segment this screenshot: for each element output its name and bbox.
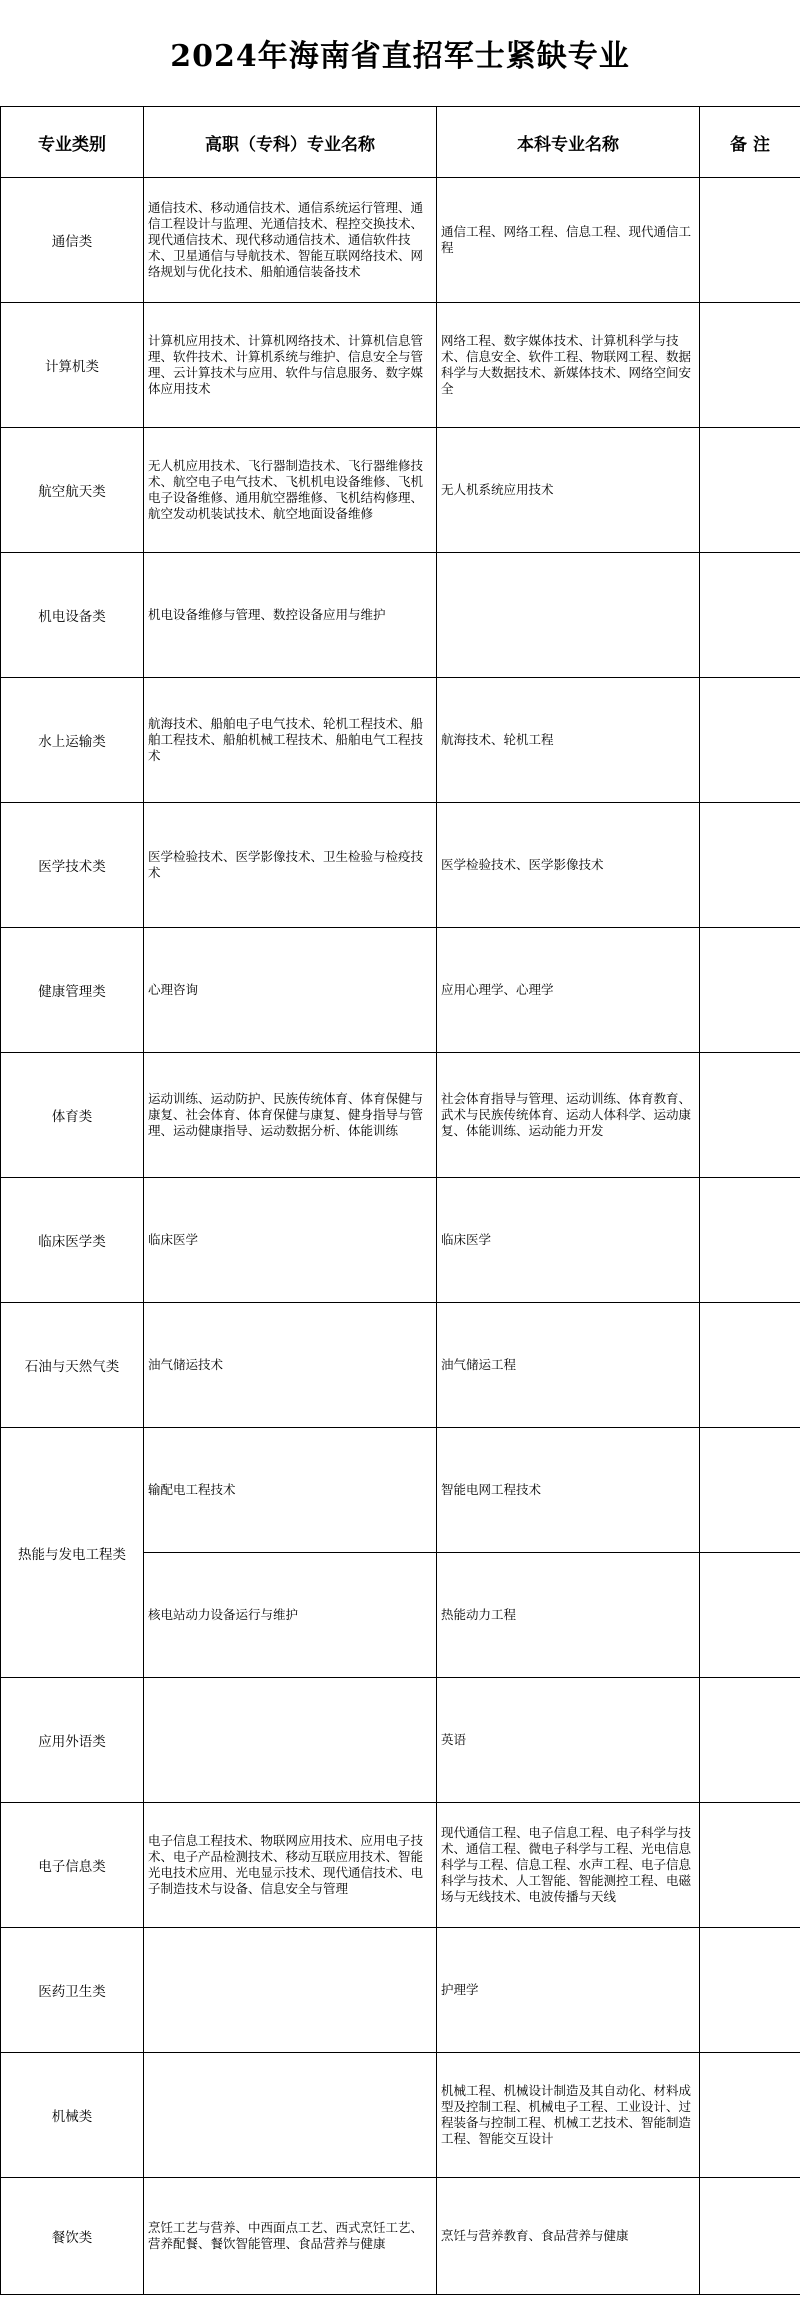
category-cell: 健康管理类 [1, 928, 144, 1053]
undergraduate-cell: 网络工程、数字媒体技术、计算机科学与技术、信息安全、软件工程、物联网工程、数据科学与大数据技术、新媒体技术、网络空间安全 [437, 303, 700, 428]
table-row [1, 428, 800, 553]
table-row [1, 553, 800, 678]
remarks-cell [700, 1553, 800, 1678]
majors-table [0, 106, 800, 2295]
remarks-cell [700, 1053, 800, 1178]
vocational-cell [144, 1678, 437, 1803]
vocational-cell: 运动训练、运动防护、民族传统体育、体育保健与康复、社会体育、体育保健与康复、健身指导与管理、运动健康指导、运动数据分析、体能训练 [144, 1053, 437, 1178]
remarks-cell [700, 1428, 800, 1553]
category-cell: 医学技术类 [1, 803, 144, 928]
remarks-cell [700, 1803, 800, 1928]
table-row [1, 1428, 800, 1553]
remarks-cell [700, 178, 800, 303]
vocational-cell: 无人机应用技术、飞行器制造技术、飞行器维修技术、航空电子电气技术、飞机机电设备维修、飞机电子设备维修、通用航空器维修、飞机结构修理、航空发动机装试技术、航空地面设备维修 [144, 428, 437, 553]
undergraduate-cell [437, 553, 700, 678]
table-row [1, 178, 800, 303]
vocational-cell: 临床医学 [144, 1178, 437, 1303]
vocational-cell: 输配电工程技术 [144, 1428, 437, 1553]
undergraduate-cell: 油气储运工程 [437, 1303, 700, 1428]
vocational-cell: 电子信息工程技术、物联网应用技术、应用电子技术、电子产品检测技术、移动互联应用技术、智能光电技术应用、光电显示技术、现代通信技术、电子制造技术与设备、信息安全与管理 [144, 1803, 437, 1928]
category-cell: 计算机类 [1, 303, 144, 428]
remarks-cell [700, 553, 800, 678]
table-row [1, 2178, 800, 2295]
undergraduate-cell: 智能电网工程技术 [437, 1428, 700, 1553]
category-cell: 机械类 [1, 2053, 144, 2178]
category-cell: 机电设备类 [1, 553, 144, 678]
category-cell: 体育类 [1, 1053, 144, 1178]
header-category: 专业类别 [1, 107, 144, 178]
vocational-cell: 心理咨询 [144, 928, 437, 1053]
vocational-cell: 航海技术、船舶电子电气技术、轮机工程技术、船舶工程技术、船舶机械工程技术、船舶电气工程技术 [144, 678, 437, 803]
undergraduate-cell: 机械工程、机械设计制造及其自动化、材料成型及控制工程、机械电子工程、工业设计、过程装备与控制工程、机械工艺技术、智能制造工程、智能交互设计 [437, 2053, 700, 2178]
vocational-cell: 油气储运技术 [144, 1303, 437, 1428]
remarks-cell [700, 1678, 800, 1803]
table-header-row [1, 107, 800, 178]
category-cell: 餐饮类 [1, 2178, 144, 2295]
vocational-cell: 医学检验技术、医学影像技术、卫生检验与检疫技术 [144, 803, 437, 928]
undergraduate-cell: 英语 [437, 1678, 700, 1803]
category-cell: 电子信息类 [1, 1803, 144, 1928]
remarks-cell [700, 1178, 800, 1303]
table-row [1, 1303, 800, 1428]
remarks-cell [700, 428, 800, 553]
undergraduate-cell: 热能动力工程 [437, 1553, 700, 1678]
undergraduate-cell: 医学检验技术、医学影像技术 [437, 803, 700, 928]
vocational-cell: 通信技术、移动通信技术、通信系统运行管理、通信工程设计与监理、光通信技术、程控交换技术、现代通信技术、现代移动通信技术、通信软件技术、卫星通信与导航技术、智能互联网络技术、网络规划与优化技术、船舶通信装备技术 [144, 178, 437, 303]
remarks-cell [700, 303, 800, 428]
header-vocational: 高职（专科）专业名称 [144, 107, 437, 178]
undergraduate-cell: 通信工程、网络工程、信息工程、现代通信工程 [437, 178, 700, 303]
table-row [1, 678, 800, 803]
remarks-cell [700, 928, 800, 1053]
category-cell: 通信类 [1, 178, 144, 303]
vocational-cell [144, 1928, 437, 2053]
undergraduate-cell: 现代通信工程、电子信息工程、电子科学与技术、通信工程、微电子科学与工程、光电信息科学与工程、信息工程、水声工程、电子信息科学与技术、人工智能、智能测控工程、电磁场与无线技术、电波传播与天线 [437, 1803, 700, 1928]
vocational-cell: 计算机应用技术、计算机网络技术、计算机信息管理、软件技术、计算机系统与维护、信息安全与管理、云计算技术与应用、软件与信息服务、数字媒体应用技术 [144, 303, 437, 428]
vocational-cell: 烹饪工艺与营养、中西面点工艺、西式烹饪工艺、营养配餐、餐饮智能管理、食品营养与健康 [144, 2178, 437, 2295]
table-row [1, 2053, 800, 2178]
category-cell: 应用外语类 [1, 1678, 144, 1803]
header-remarks: 备 注 [700, 107, 800, 178]
undergraduate-cell: 无人机系统应用技术 [437, 428, 700, 553]
vocational-cell: 核电站动力设备运行与维护 [144, 1553, 437, 1678]
undergraduate-cell: 应用心理学、心理学 [437, 928, 700, 1053]
category-cell: 水上运输类 [1, 678, 144, 803]
undergraduate-cell: 护理学 [437, 1928, 700, 2053]
table-row [1, 1053, 800, 1178]
remarks-cell [700, 1928, 800, 2053]
table-row [1, 1178, 800, 1303]
category-cell: 临床医学类 [1, 1178, 144, 1303]
table-row [1, 1678, 800, 1803]
table-row [1, 1803, 800, 1928]
header-undergraduate: 本科专业名称 [437, 107, 700, 178]
category-cell: 热能与发电工程类 [1, 1428, 144, 1678]
remarks-cell [700, 803, 800, 928]
undergraduate-cell: 航海技术、轮机工程 [437, 678, 700, 803]
remarks-cell [700, 1303, 800, 1428]
table-row [1, 928, 800, 1053]
table-row [1, 303, 800, 428]
undergraduate-cell: 社会体育指导与管理、运动训练、体育教育、武术与民族传统体育、运动人体科学、运动康复、体能训练、运动能力开发 [437, 1053, 700, 1178]
remarks-cell [700, 678, 800, 803]
category-cell: 医药卫生类 [1, 1928, 144, 2053]
undergraduate-cell: 烹饪与营养教育、食品营养与健康 [437, 2178, 700, 2295]
undergraduate-cell: 临床医学 [437, 1178, 700, 1303]
remarks-cell [700, 2178, 800, 2295]
vocational-cell [144, 2053, 437, 2178]
remarks-cell [700, 2053, 800, 2178]
page-title: 2024年海南省直招军士紧缺专业 [170, 39, 630, 74]
vocational-cell: 机电设备维修与管理、数控设备应用与维护 [144, 553, 437, 678]
table-row [1, 803, 800, 928]
category-cell: 航空航天类 [1, 428, 144, 553]
category-cell: 石油与天然气类 [1, 1303, 144, 1428]
table-row [1, 1928, 800, 2053]
